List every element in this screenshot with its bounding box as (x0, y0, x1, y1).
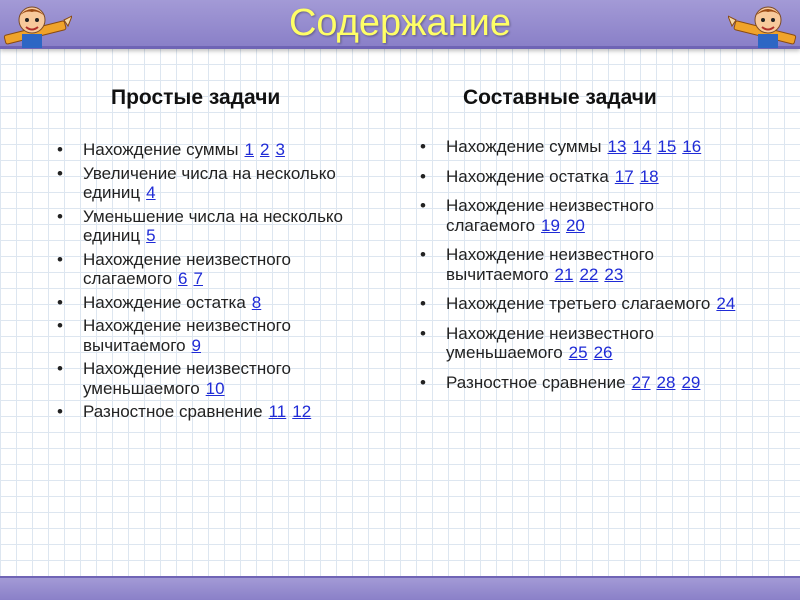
list-item (57, 359, 387, 398)
task-link-12[interactable]: 12 (292, 402, 312, 421)
page-title: Содержание (288, 2, 512, 44)
task-label: Разностное сравнение (83, 402, 263, 421)
list-item (420, 324, 760, 363)
task-link-19[interactable]: 19 (541, 215, 560, 235)
task-link-27[interactable]: 27 (631, 372, 651, 392)
list-item (420, 137, 760, 157)
list-item (57, 140, 387, 160)
list-item (57, 293, 387, 313)
task-link-20[interactable]: 20 (565, 215, 585, 235)
title-bar (0, 0, 800, 49)
task-link-2[interactable]: 2 (259, 140, 270, 159)
task-link-26[interactable]: 26 (593, 343, 613, 362)
list-item (57, 316, 387, 355)
task-link-23[interactable]: 23 (604, 264, 624, 284)
task-link-22[interactable]: 22 (579, 264, 599, 284)
compound-tasks-list (420, 137, 760, 402)
list-item (57, 207, 387, 246)
list-item (420, 196, 760, 235)
simple-tasks-list (57, 140, 387, 426)
task-label: Разностное сравнение (446, 372, 626, 392)
task-link-18[interactable]: 18 (639, 166, 659, 186)
task-link-7[interactable]: 7 (193, 269, 203, 288)
schoolboy-pencil-icon (728, 2, 798, 50)
task-label: Нахождение неизвестного слагаемого (446, 196, 654, 235)
task-link-3[interactable]: 3 (275, 140, 285, 159)
task-link-8[interactable]: 8 (251, 292, 262, 312)
task-link-10[interactable]: 10 (205, 378, 225, 398)
list-item (57, 250, 387, 289)
task-link-14[interactable]: 14 (632, 137, 652, 156)
task-link-13[interactable]: 13 (607, 137, 627, 156)
list-item (420, 373, 760, 393)
task-label: Нахождение остатка (446, 166, 609, 186)
task-link-25[interactable]: 25 (568, 343, 588, 362)
task-label: Уменьшение числа на несколько единиц (83, 206, 344, 245)
task-label: Нахождение третьего слагаемого (446, 294, 711, 313)
task-label: Нахождение суммы (83, 140, 239, 159)
task-link-11[interactable]: 11 (268, 402, 287, 421)
task-label: Нахождение суммы (446, 137, 602, 156)
task-link-4[interactable]: 4 (146, 183, 156, 202)
task-link-5[interactable]: 5 (146, 226, 156, 245)
task-label: Нахождение неизвестного вычитаемого (83, 316, 291, 355)
list-item (420, 245, 760, 284)
task-label: Нахождение остатка (83, 292, 246, 312)
task-link-15[interactable]: 15 (657, 137, 677, 156)
task-link-21[interactable]: 21 (554, 264, 574, 284)
task-label: Нахождение неизвестного вычитаемого (446, 245, 654, 284)
task-link-28[interactable]: 28 (656, 372, 676, 392)
bottom-bar (0, 576, 800, 600)
simple-tasks-heading: Простые задачи (111, 86, 281, 109)
task-link-29[interactable]: 29 (681, 372, 701, 392)
list-item (420, 167, 760, 187)
task-link-24[interactable]: 24 (716, 294, 736, 313)
task-label: Нахождение неизвестного уменьшаемого (446, 323, 654, 362)
compound-tasks-heading: Составные задачи (463, 86, 657, 109)
list-item (57, 164, 387, 203)
task-link-6[interactable]: 6 (178, 269, 188, 288)
task-link-1[interactable]: 1 (244, 140, 254, 159)
list-item (57, 402, 387, 422)
task-link-16[interactable]: 16 (682, 137, 702, 156)
list-item (420, 294, 760, 314)
task-label: Нахождение неизвестного слагаемого (83, 249, 291, 288)
task-label: Увеличение числа на несколько единиц (83, 163, 336, 202)
task-link-9[interactable]: 9 (191, 335, 201, 355)
task-link-17[interactable]: 17 (614, 166, 634, 186)
task-label: Нахождение неизвестного уменьшаемого (83, 359, 291, 398)
